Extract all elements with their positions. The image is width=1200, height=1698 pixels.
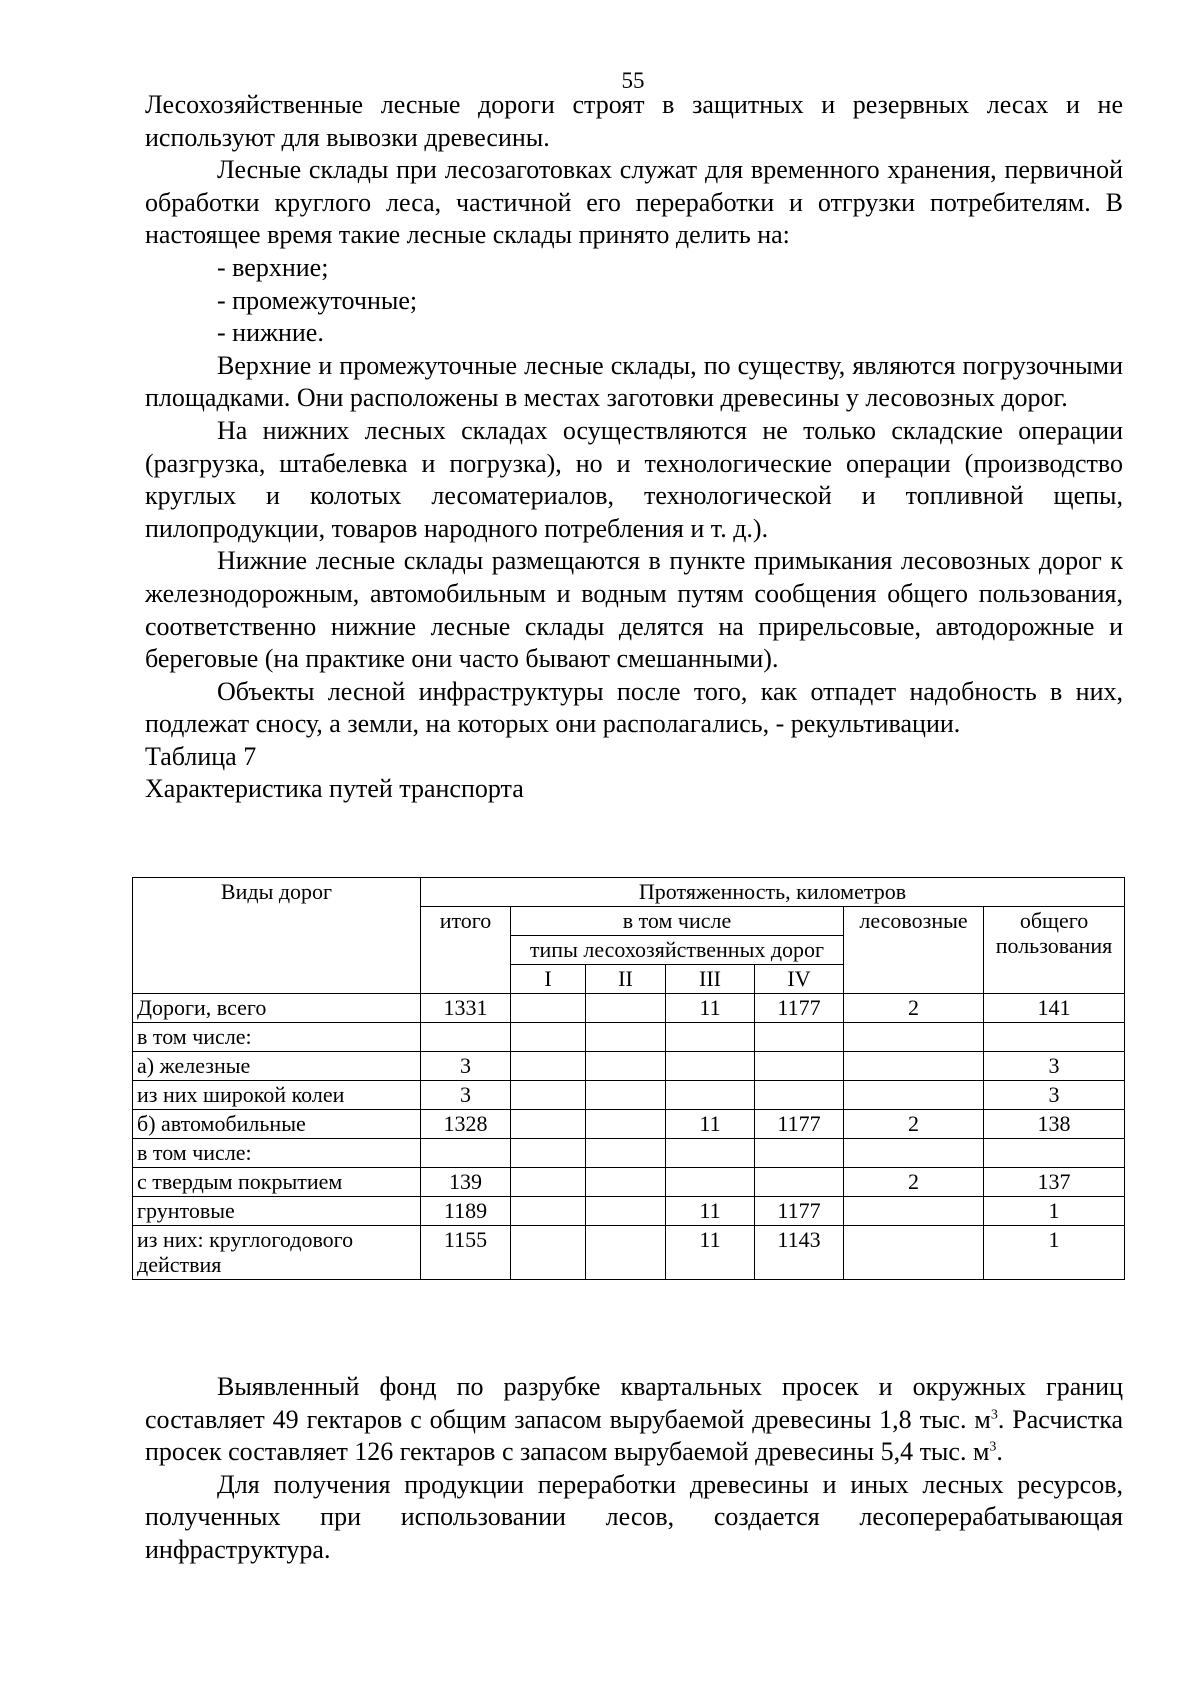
cell-total (421, 1139, 511, 1168)
cell-logging: 2 (844, 994, 984, 1023)
page-number: 55 (621, 68, 645, 93)
cell-t2 (586, 1168, 666, 1197)
header-total: итого (421, 907, 511, 994)
cell-public (984, 1139, 1125, 1168)
cell-total: 3 (421, 1081, 511, 1110)
table-title: Характеристика путей транспорта (145, 774, 524, 804)
cell-public: 3 (984, 1081, 1125, 1110)
cell-t4: 1177 (755, 1110, 844, 1139)
table-row (133, 1197, 1125, 1226)
paragraph-7: Выявленный фонд по разрубке квартальных просек и окружных границ составляет 49 гектаров с общим запасом вырубаемой древесины 1,8 тыс. $м^3$. Расчистка просек составляет 126 гектаров с запасом вырубаемой древесины 5,4 тыс. $м^3$. (145, 1372, 1123, 1467)
cell-name: в том числе: (133, 1023, 421, 1052)
cell-t1 (511, 1197, 586, 1226)
paragraph-1: Лесохозяйственные лесные дороги строят в защитных и резервных лесах и не используют для вывозки древесины. (145, 90, 1123, 152)
paragraph-6: Объекты лесной инфраструктуры после того, как отпадет надобность в них, подлежат сносу, а земли, на которых они располагались, - рекультивации. (145, 676, 1123, 739)
list-item: - нижние. (217, 318, 324, 348)
cell-public (984, 1023, 1125, 1052)
cell-total: 1328 (421, 1110, 511, 1139)
cell-t4 (755, 1168, 844, 1197)
cell-t1 (511, 1139, 586, 1168)
header-type-4: IV (755, 965, 844, 994)
cell-t1 (511, 1110, 586, 1139)
table-row (133, 1023, 1125, 1052)
cell-logging (844, 1197, 984, 1226)
cell-logging: 2 (844, 1168, 984, 1197)
cell-name: а) железные (133, 1052, 421, 1081)
cell-logging (844, 1226, 984, 1280)
paragraph-5: Нижние лесные склады размещаются в пункте примыкания лесовозных дорог к железнодорожным, автомобильным и водным путям сообщения общего пользования, соответственно нижние лесные склады делятся на прирельсовые, автодорожные и береговые (на практике они часто бывают смешанными). (145, 546, 1123, 674)
cell-t2 (586, 994, 666, 1023)
header-kind: Виды дорог (133, 878, 421, 994)
cell-total (421, 1023, 511, 1052)
cell-t3 (666, 1139, 755, 1168)
cell-name: грунтовые (133, 1197, 421, 1226)
table-row (133, 1081, 1125, 1110)
cell-public: 137 (984, 1168, 1125, 1197)
paragraph-8: Для получения продукции переработки древесины и иных лесных ресурсов, полученных при использовании лесов, создается лесоперерабатывающая инфраструктура. (145, 1469, 1123, 1564)
header-type-3: III (666, 965, 755, 994)
paragraph-4: На нижних лесных складах осуществляются не только складские операции (разгрузка, штабелевка и погрузка), но и технологические операции (производство круглых и колотых лесоматериалов, технологической и топливной щепы, пилопродукции, товаров народного потребления и т. д.). (145, 415, 1123, 543)
cell-t4 (755, 1052, 844, 1081)
cell-total: 1155 (421, 1226, 511, 1280)
cell-public: 1 (984, 1197, 1125, 1226)
cell-public: 138 (984, 1110, 1125, 1139)
cell-total: 139 (421, 1168, 511, 1197)
cell-t3 (666, 1081, 755, 1110)
cell-total: 3 (421, 1052, 511, 1081)
cell-t3: 11 (666, 1110, 755, 1139)
cell-logging (844, 1023, 984, 1052)
cell-total: 1331 (421, 994, 511, 1023)
table-row (133, 994, 1125, 1023)
header-type-1: I (511, 965, 586, 994)
paragraph-3: Верхние и промежуточные лесные склады, по существу, являются погрузочными площадками. Они расположены в местах заготовки древесины у лесовозных дорог. (145, 350, 1123, 413)
cell-name: из них широкой колеи (133, 1081, 421, 1110)
cell-t1 (511, 994, 586, 1023)
cell-logging: 2 (844, 1110, 984, 1139)
transport-table (132, 877, 1125, 1280)
cell-t4 (755, 1023, 844, 1052)
header-including: в том числе (511, 907, 844, 936)
cell-t2 (586, 1110, 666, 1139)
cell-t3: 11 (666, 994, 755, 1023)
cell-t2 (586, 1081, 666, 1110)
cell-t4: 1177 (755, 994, 844, 1023)
cell-t1 (511, 1168, 586, 1197)
table-row (133, 1168, 1125, 1197)
cell-t2 (586, 1226, 666, 1280)
cell-logging (844, 1139, 984, 1168)
cell-name: б) автомобильные (133, 1110, 421, 1139)
header-length: Протяженность, километров (421, 878, 1125, 907)
cell-t1 (511, 1052, 586, 1081)
list-item: - промежуточные; (217, 285, 418, 315)
paragraph-2: Лесные склады при лесозаготовках служат для временного хранения, первичной обработки круглого леса, частичной его переработки и отгрузки потребителям. В настоящее время такие лесные склады принято делить на: (145, 155, 1123, 250)
cell-name: Дороги, всего (133, 994, 421, 1023)
cell-t1 (511, 1023, 586, 1052)
table-row (133, 1052, 1125, 1081)
cell-t2 (586, 1197, 666, 1226)
table-label: Таблица 7 (145, 741, 257, 771)
cell-name: с твердым покрытием (133, 1168, 421, 1197)
cell-t4 (755, 1139, 844, 1168)
header-types: типы лесохозяйственных дорог (511, 936, 844, 965)
table-row (133, 1139, 1125, 1168)
header-type-2: II (586, 965, 666, 994)
header-public: общего пользования (984, 907, 1125, 994)
cell-logging (844, 1052, 984, 1081)
cell-t2 (586, 1052, 666, 1081)
cell-t1 (511, 1081, 586, 1110)
cell-t3 (666, 1052, 755, 1081)
cell-name: в том числе: (133, 1139, 421, 1168)
cell-public: 141 (984, 994, 1125, 1023)
cell-t3: 11 (666, 1226, 755, 1280)
cell-t2 (586, 1023, 666, 1052)
header-logging: лесовозные (844, 907, 984, 994)
cell-public: 1 (984, 1226, 1125, 1280)
cell-t4: 1143 (755, 1226, 844, 1280)
cell-logging (844, 1081, 984, 1110)
table-row (133, 1110, 1125, 1139)
cell-name: из них: круглогодового действия (133, 1226, 421, 1280)
cell-t3: 11 (666, 1197, 755, 1226)
cell-t3 (666, 1168, 755, 1197)
bottom-text-block (145, 1371, 1123, 1567)
table-row (133, 1226, 1125, 1280)
list-item: - верхние; (217, 252, 329, 282)
cell-t3 (666, 1023, 755, 1052)
cell-t1 (511, 1226, 586, 1280)
table-body (133, 994, 1125, 1280)
cell-total: 1189 (421, 1197, 511, 1226)
top-text-block (145, 89, 1123, 806)
cell-public: 3 (984, 1052, 1125, 1081)
cell-t4 (755, 1081, 844, 1110)
cell-t4: 1177 (755, 1197, 844, 1226)
cell-t2 (586, 1139, 666, 1168)
